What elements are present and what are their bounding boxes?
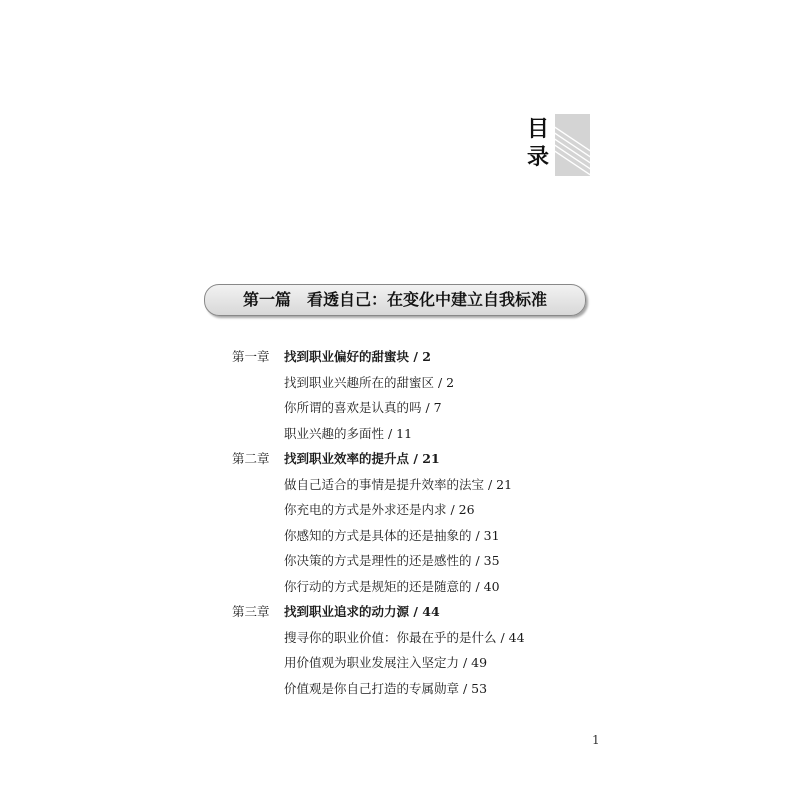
- chapter-1-section-3: 职业兴趣的多面性 / 11: [284, 426, 413, 441]
- chapter-3-label: 第三章: [232, 604, 270, 619]
- chapter-1-section-1: 找到职业兴趣所在的甜蜜区 / 2: [284, 375, 455, 390]
- chapter-1-section-2: 你所谓的喜欢是认真的吗 / 7: [284, 400, 442, 415]
- chapter-2-section-4: 你决策的方式是理性的还是感性的 / 35: [284, 553, 500, 568]
- chapter-1-title: 找到职业偏好的甜蜜块 / 2: [284, 349, 431, 364]
- chapter-1-label: 第一章: [232, 349, 270, 364]
- chapter-2-label: 第二章: [232, 451, 270, 466]
- contents-heading-char-2: 录: [526, 145, 549, 170]
- page-number: 1: [592, 733, 600, 747]
- chapter-3-section-2: 用价值观为职业发展注入坚定力 / 49: [284, 655, 488, 670]
- chapter-3-title: 找到职业追求的动力源 / 44: [284, 604, 440, 619]
- chapter-3-section-3: 价值观是你自己打造的专属勋章 / 53: [284, 681, 488, 696]
- chapter-2-title: 找到职业效率的提升点 / 21: [284, 451, 440, 466]
- chapter-2-section-1: 做自己适合的事情是提升效率的法宝 / 21: [284, 477, 513, 492]
- contents-heading-char-1: 目: [526, 117, 549, 142]
- heading-stripes-decoration: [555, 114, 590, 176]
- chapter-2-section-3: 你感知的方式是具体的还是抽象的 / 31: [284, 528, 500, 543]
- chapter-3-section-1: 搜寻你的职业价值：你最在乎的是什么 / 44: [284, 630, 525, 645]
- chapter-2-section-2: 你充电的方式是外求还是内求 / 26: [284, 502, 475, 517]
- contents-heading: [524, 116, 552, 172]
- part-title-banner: 第一篇 看透自己：在变化中建立自我标准: [204, 284, 586, 316]
- chapter-2-section-5: 你行动的方式是规矩的还是随意的 / 40: [284, 579, 500, 594]
